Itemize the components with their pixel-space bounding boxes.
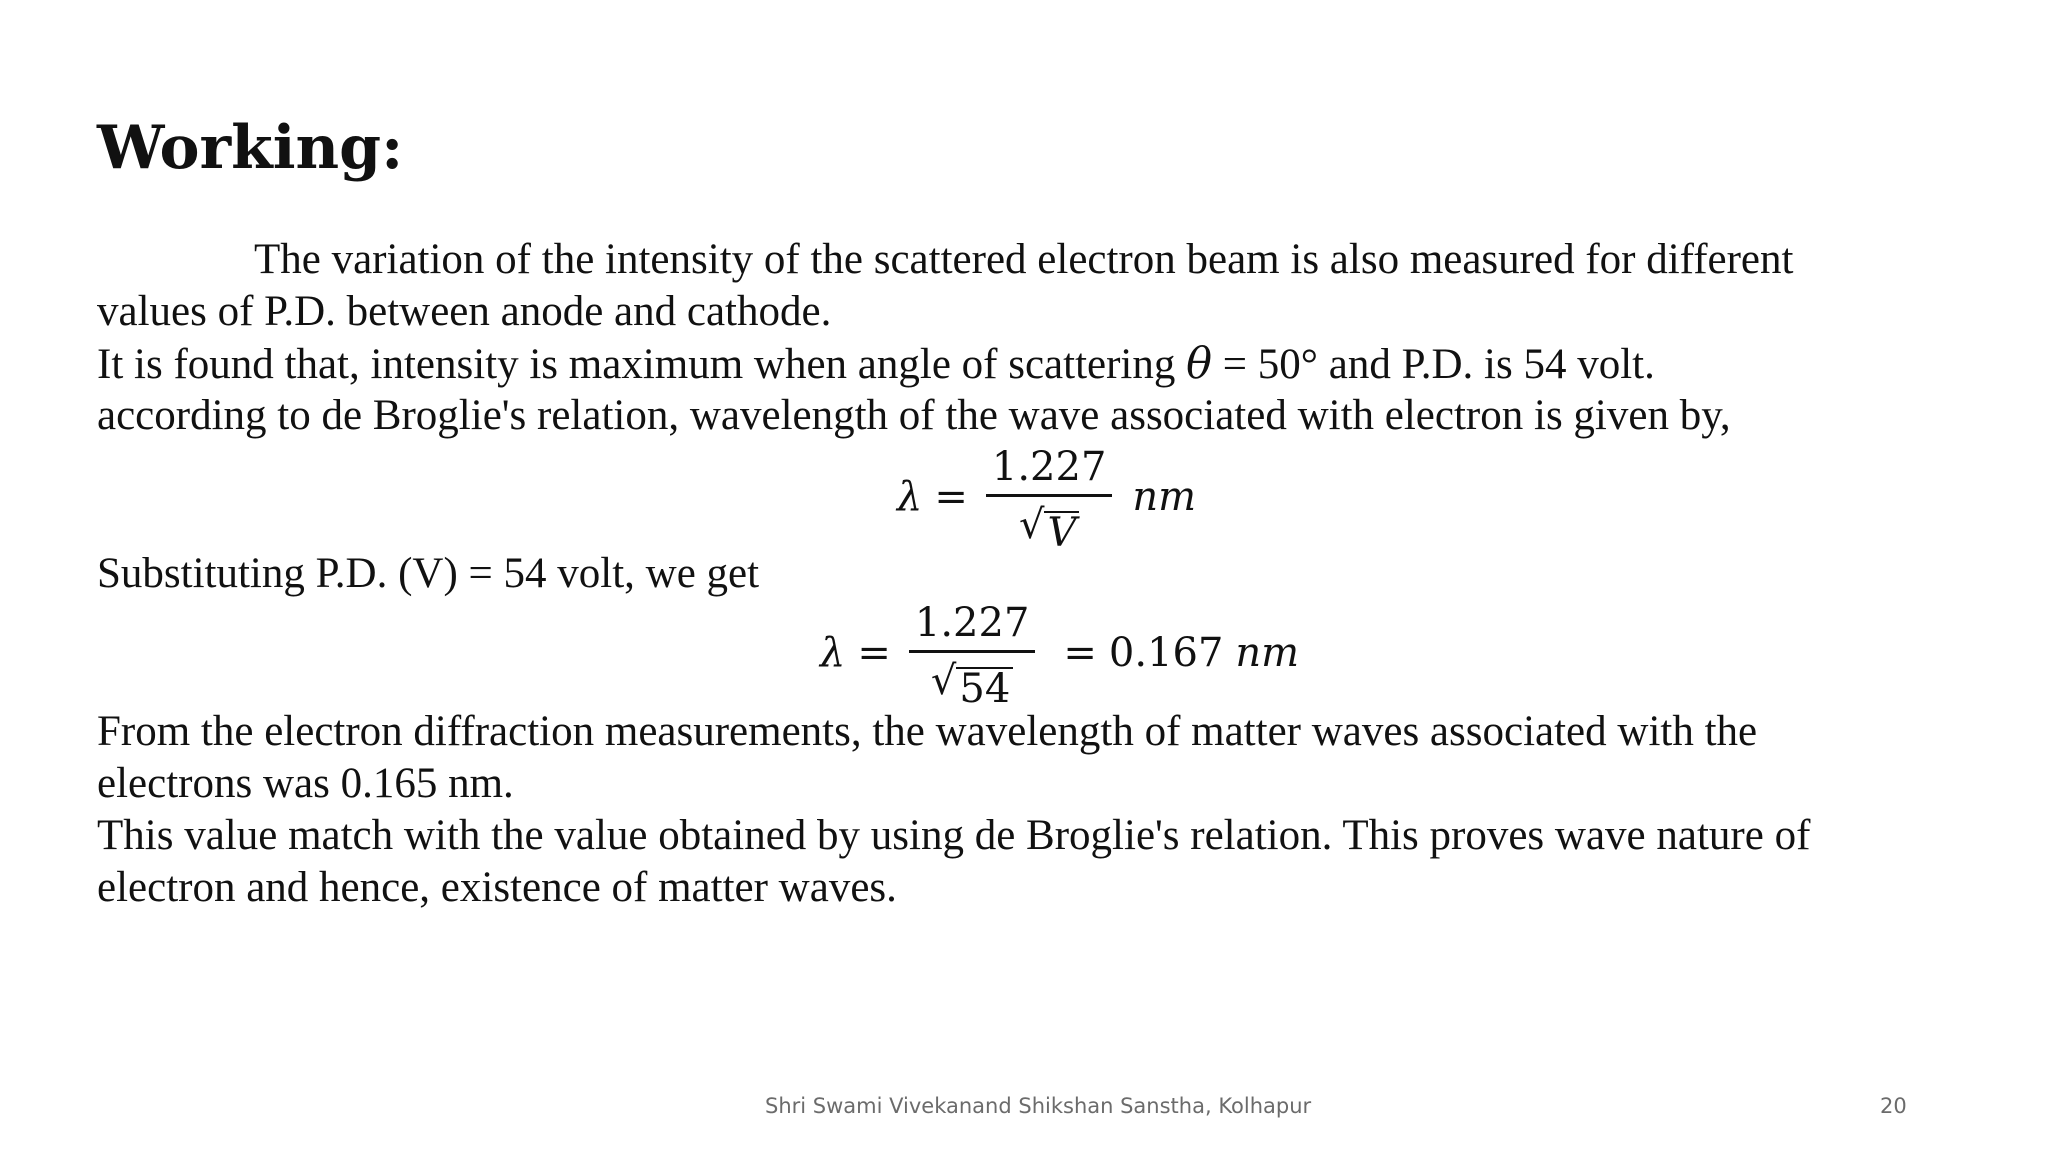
slide-title: Working:	[97, 113, 404, 183]
formula-wavelength-general	[897, 440, 1197, 556]
radicand: 54	[956, 667, 1013, 709]
square-root-symbol: √	[930, 658, 957, 704]
fraction-denominator	[930, 653, 1013, 712]
fraction-numerator: 1.227	[991, 444, 1107, 490]
result-value: 0.167	[1108, 629, 1224, 676]
fraction	[909, 596, 1036, 712]
equals-sign: =	[934, 473, 968, 520]
paragraph-intensity-variation	[97, 234, 1997, 338]
lambda-symbol: λ	[897, 473, 923, 520]
lambda-symbol: λ	[820, 629, 846, 676]
paragraph-diffraction-measurement	[97, 706, 1997, 810]
fraction-numerator: 1.227	[914, 600, 1030, 646]
paragraph-text: It is found that, intensity is maximum when angle of scattering	[97, 341, 1187, 388]
paragraph-maximum-intensity	[97, 338, 1997, 391]
unit-label: nm	[1235, 629, 1300, 676]
fraction-denominator	[1018, 497, 1079, 556]
paragraph-line: electron and hence, existence of matter waves.	[97, 864, 897, 911]
equals-sign: =	[857, 629, 891, 676]
paragraph-line: values of P.D. between anode and cathode.	[97, 288, 832, 335]
theta-symbol: θ	[1186, 339, 1213, 389]
paragraph-line: From the electron diffraction measurements, the wavelength of matter waves associated with the	[97, 708, 1758, 755]
page-number: 20	[1880, 1094, 1907, 1118]
paragraph-line: This value match with the value obtained by using de Broglie's relation. This proves wave nature of	[97, 812, 1811, 859]
square-root-symbol: √	[1018, 502, 1045, 548]
equals-sign: =	[1063, 629, 1097, 676]
paragraph-de-broglie-relation: according to de Broglie's relation, wavelength of the wave associated with electron is given by,	[97, 392, 1731, 439]
footer-text: Shri Swami Vivekanand Shikshan Sanstha, Kolhapur	[765, 1094, 1312, 1118]
paragraph-substitution: Substituting P.D. (V) = 54 volt, we get	[97, 550, 760, 597]
paragraph-line: The variation of the intensity of the scattered electron beam is also measured for different	[254, 236, 1794, 283]
unit-label: nm	[1132, 473, 1197, 520]
formula-wavelength-calculated	[820, 596, 1300, 712]
paragraph-conclusion	[97, 810, 1997, 914]
paragraph-text: = 50° and P.D. is 54 volt.	[1212, 341, 1655, 388]
paragraph-line: electrons was 0.165 nm.	[97, 760, 514, 807]
radicand: V	[1044, 511, 1079, 553]
fraction	[986, 440, 1113, 556]
